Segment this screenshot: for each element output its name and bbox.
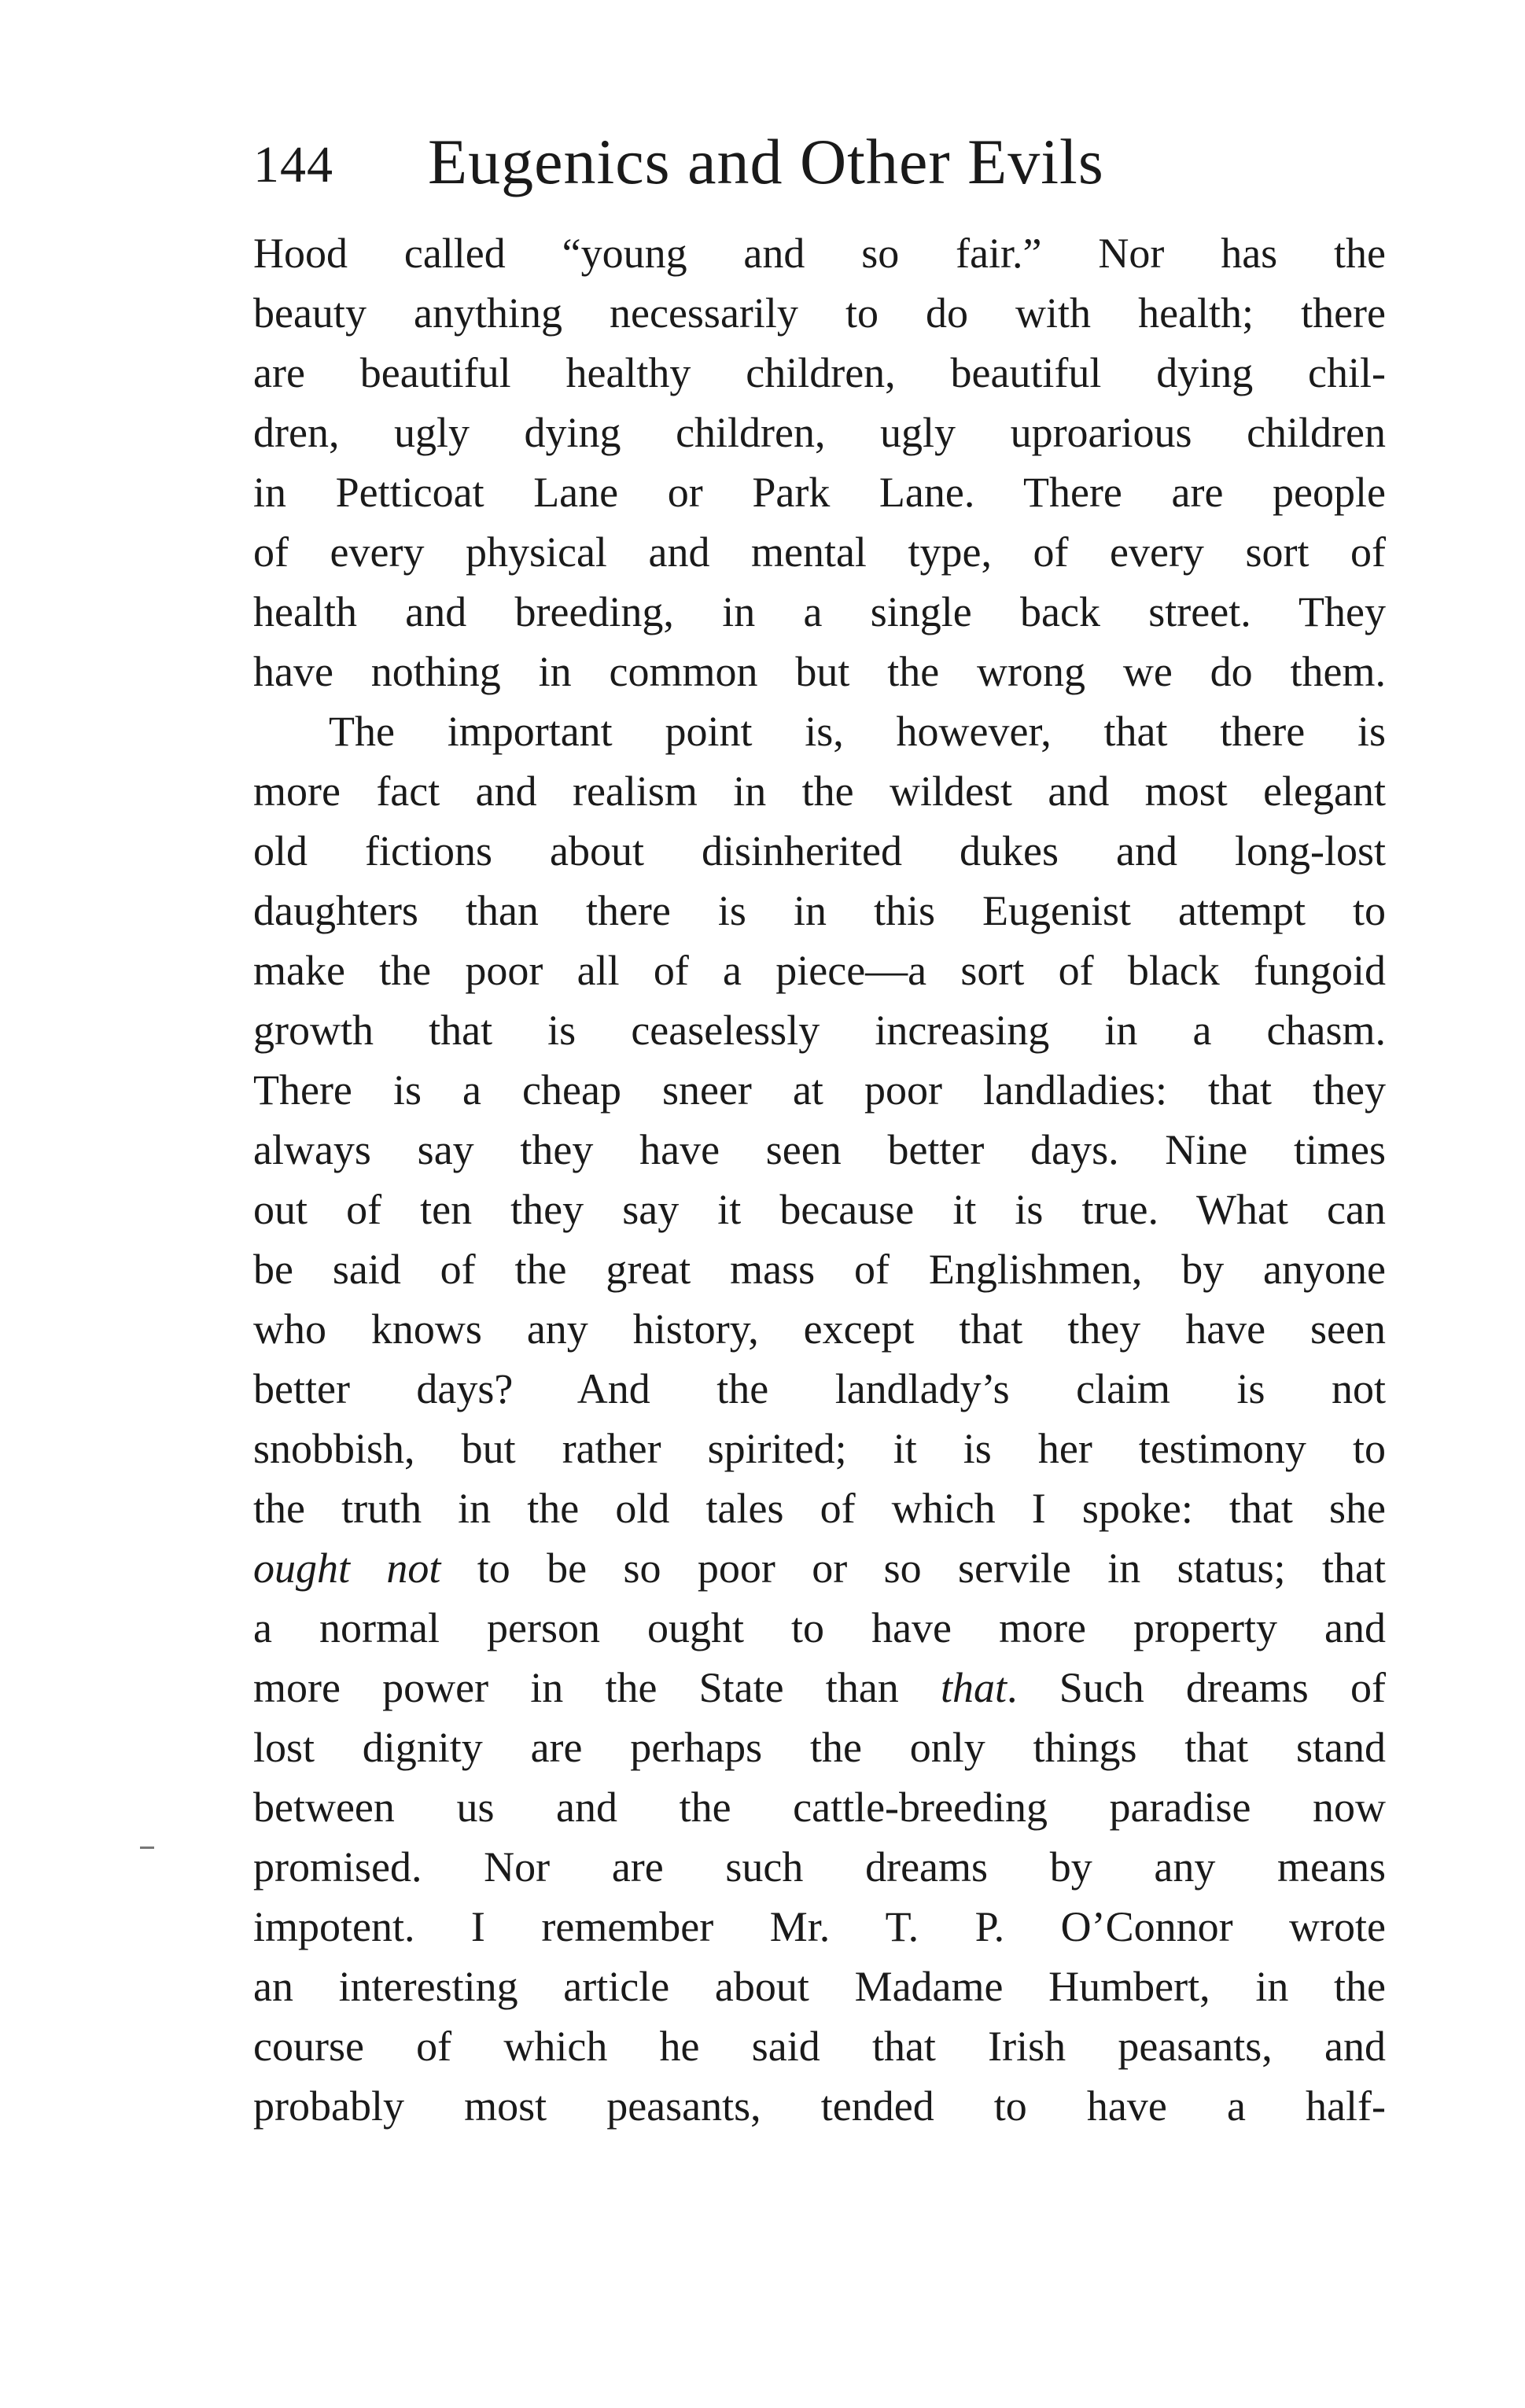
text-line: in Petticoat Lane or Park Lane. There are people [253, 469, 1386, 516]
text-line: snobbish, but rather spirited; it is her testimony to [253, 1425, 1386, 1472]
text-line: probably most peasants, tended to have a half- [253, 2082, 1386, 2130]
running-title: Eugenics and Other Evils [428, 126, 1104, 197]
text-line: lost dignity are perhaps the only things that stand [253, 1724, 1386, 1771]
margin-mark [140, 1847, 154, 1849]
text-line: There is a cheap sneer at poor landladies: that they [253, 1066, 1386, 1114]
text-line: are beautiful healthy children, beautiful dying chil- [253, 349, 1386, 396]
text-run: . Such dreams of [1007, 1664, 1386, 1711]
text-run: to be so poor or so servile in status; that [440, 1545, 1386, 1592]
text-line: a normal person ought to have more property and [253, 1604, 1386, 1651]
text-line: daughters than there is in this Eugenist attempt to [253, 887, 1386, 934]
text-line: of every physical and mental type, of every sort of [253, 528, 1386, 576]
text-line: better days? And the landlady’s claim is not [253, 1365, 1386, 1412]
text-line: Hood called “young and so fair.” Nor has the [253, 230, 1386, 277]
body-text [253, 223, 1386, 2136]
text-line: an interesting article about Madame Humbert, in the [253, 1963, 1386, 2010]
text-line: more fact and realism in the wildest and most elegant [253, 768, 1386, 815]
text-line: growth that is ceaselessly increasing in a chasm. [253, 1007, 1386, 1054]
text-line: impotent. I remember Mr. T. P. O’Connor wrote [253, 1903, 1386, 1950]
text-line: old fictions about disinherited dukes and long-lost [253, 827, 1386, 874]
text-line-italic-mid [253, 1658, 1386, 1718]
text-line: out of ten they say it because it is true. What can [253, 1186, 1386, 1233]
paragraph-2 [253, 701, 1386, 2136]
running-head [253, 118, 1386, 204]
text-line-italic-start [253, 1538, 1386, 1598]
text-line: beauty anything necessarily to do with health; there [253, 289, 1386, 337]
text-line: promised. Nor are such dreams by any means [253, 1843, 1386, 1891]
text-line: who knows any history, except that they have seen [253, 1305, 1386, 1353]
paragraph-1 [253, 223, 1386, 701]
text-line: health and breeding, in a single back street. They [253, 588, 1386, 635]
italic-phrase: ought not [253, 1545, 441, 1592]
text-line: dren, ugly dying children, ugly uproarious children [253, 409, 1386, 456]
text-line: The important point is, however, that there is [329, 708, 1386, 755]
text-line: make the poor all of a piece—a sort of black fungoid [253, 947, 1386, 994]
text-line: have nothing in common but the wrong we do them. [253, 648, 1386, 695]
text-line: course of which he said that Irish peasants, and [253, 2023, 1386, 2070]
text-line: be said of the great mass of Englishmen, by anyone [253, 1246, 1386, 1293]
page-number: 144 [253, 136, 333, 193]
text-line: always say they have seen better days. Nine times [253, 1126, 1386, 1173]
text-run: more power in the State than [253, 1664, 941, 1711]
text-line: between us and the cattle-breeding paradise now [253, 1784, 1386, 1831]
text-line: the truth in the old tales of which I spoke: that she [253, 1485, 1386, 1532]
italic-word: that [940, 1664, 1007, 1711]
